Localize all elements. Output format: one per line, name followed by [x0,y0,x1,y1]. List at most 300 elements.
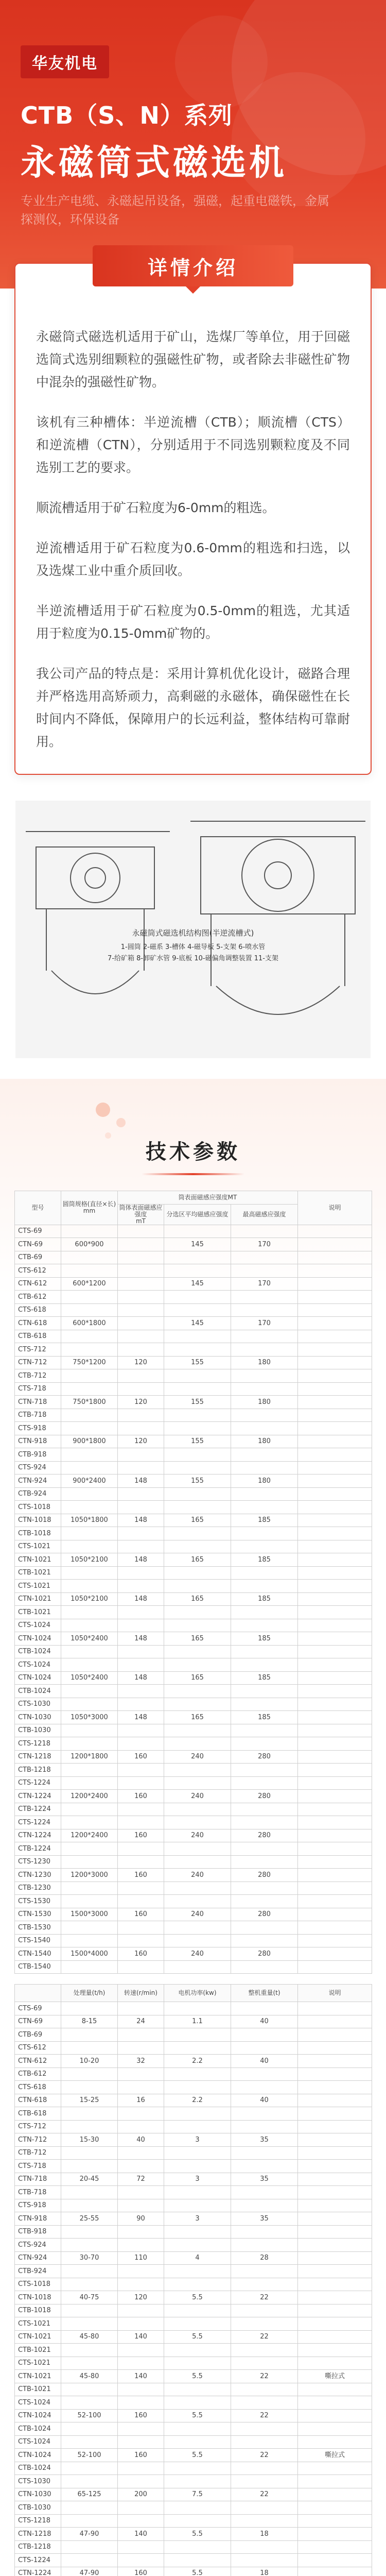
table-row [15,1790,372,1803]
value-cell [118,1895,164,1908]
value-cell: 22 [231,2370,298,2383]
detail-card [14,256,372,775]
value-cell [298,2567,372,2576]
value-cell: 180 [231,1435,298,1448]
value-cell: 5.5 [164,2528,231,2541]
value-cell [231,1330,298,1343]
table-row [15,1566,372,1580]
model-cell: CTS-1218 [15,2514,61,2528]
value-cell [61,1225,118,1238]
value-cell: 18 [231,2567,298,2576]
value-cell [164,2002,231,2015]
value-cell: 170 [231,1317,298,1330]
value-cell [61,1448,118,1462]
table-row [15,2251,372,2265]
value-cell [231,1580,298,1593]
value-cell [118,1225,164,1238]
model-cell: CTS-1024 [15,2435,61,2449]
model-cell: CTN-1224 [15,1829,61,1842]
table-row [15,1238,372,1251]
value-cell [231,1619,298,1632]
value-cell [298,2133,372,2147]
value-cell [61,1369,118,1383]
value-cell: 120 [118,1396,164,1409]
value-cell [61,2435,118,2449]
value-cell [298,1685,372,1698]
model-cell: CTB-69 [15,2028,61,2042]
tech-title: 技术参数 [146,1140,240,1164]
value-cell [164,2383,231,2396]
value-cell: 280 [231,1869,298,1882]
value-cell [164,1422,231,1435]
value-cell [118,1409,164,1422]
model-cell: CTB-918 [15,2225,61,2239]
table-header-row [15,1191,372,1205]
table-row [15,2160,372,2173]
value-cell [61,1776,118,1790]
table-row [15,1448,372,1462]
value-cell [231,1685,298,1698]
value-cell [298,2173,372,2186]
model-cell: CTB-612 [15,1291,61,1304]
table-row [15,1396,372,1409]
table-row [15,1330,372,1343]
value-cell: 165 [164,1592,231,1606]
value-cell [61,2501,118,2515]
value-cell: 1500*3000 [61,1908,118,1921]
model-cell: CTN-69 [15,2015,61,2028]
value-cell [61,1619,118,1632]
table-row [15,2094,372,2107]
value-cell [298,2041,372,2055]
value-cell [118,1382,164,1396]
detail-paragraph: 永磁筒式磁选机适用于矿山，选煤厂等单位，用于回磁选筒式选别细颗粒的强磁性矿物，或者除去非磁性矿物中混杂的强磁性矿物。 [36,329,350,389]
value-cell: 47-90 [61,2528,118,2541]
value-cell [118,2383,164,2396]
value-cell [298,1317,372,1330]
value-cell [298,1356,372,1369]
value-cell: 155 [164,1356,231,1369]
model-cell: CTS-718 [15,2160,61,2173]
value-cell [164,1501,231,1514]
value-cell [164,2199,231,2212]
value-cell: 5.5 [164,2330,231,2344]
value-cell [118,2554,164,2567]
value-cell: 40 [231,2055,298,2068]
value-cell: 750*1200 [61,1356,118,1369]
value-cell [231,2475,298,2488]
value-cell [298,2160,372,2173]
model-cell: CTB-1024 [15,2462,61,2475]
value-cell: 1050*1800 [61,1514,118,1527]
table-row [15,1685,372,1698]
value-cell [164,1291,231,1304]
detail-paragraph: 该机有三种槽体：半逆流槽（CTB）；顺流槽（CTS）和逆流槽（CTN），分别适用于不同选别颗粒度及不同选别工艺的要求。 [36,415,350,475]
table-gap [14,1974,372,1984]
model-cell: CTS-1021 [15,2317,61,2331]
model-cell: CTB-718 [15,1409,61,1422]
value-cell [118,2160,164,2173]
value-cell: 165 [164,1671,231,1685]
value-cell [298,1343,372,1357]
value-cell [118,1803,164,1816]
value-cell [118,1580,164,1593]
value-cell: 1200*2400 [61,1790,118,1803]
value-cell [298,1409,372,1422]
value-cell [164,1264,231,1278]
model-cell: CTS-1030 [15,1698,61,1711]
value-cell [164,1343,231,1357]
model-cell: CTN-1224 [15,1790,61,1803]
value-cell [164,2041,231,2055]
value-cell [231,1895,298,1908]
value-cell [118,2278,164,2291]
value-cell [298,1277,372,1291]
value-cell [61,2396,118,2410]
value-cell [298,1658,372,1672]
value-cell: 180 [231,1356,298,1369]
model-cell: CTN-1224 [15,2567,61,2576]
model-cell: CTN-1018 [15,2291,61,2304]
model-cell: CTS-1024 [15,2396,61,2410]
table-row [15,2409,372,2422]
decor-dots-icon [93,1099,139,1146]
detail-heading-text: 详情介绍 [147,256,238,279]
value-cell: 22 [231,2409,298,2422]
model-cell: CTN-918 [15,2212,61,2226]
value-cell: 20-45 [61,2173,118,2186]
value-cell [164,1382,231,1396]
value-cell [298,2554,372,2567]
value-cell: 3 [164,2212,231,2226]
value-cell: 8-15 [61,2015,118,2028]
value-cell [164,2462,231,2475]
value-cell: 1500*4000 [61,1947,118,1961]
value-cell: 900*1800 [61,1435,118,1448]
value-cell [164,2344,231,2357]
value-cell: 120 [118,1356,164,1369]
model-cell: CTS-1224 [15,1816,61,1829]
model-cell: CTS-718 [15,1382,61,1396]
value-cell [164,2239,231,2252]
value-cell [61,1527,118,1540]
value-cell [231,2357,298,2370]
value-cell [231,2540,298,2554]
value-cell [298,1711,372,1724]
value-cell [118,1422,164,1435]
table-row [15,1487,372,1501]
table-row [15,2422,372,2436]
value-cell [118,2199,164,2212]
params-table-1-body [15,1225,372,1974]
value-cell [231,1776,298,1790]
value-cell: 240 [164,1908,231,1921]
value-cell: 65-125 [61,2488,118,2501]
value-cell [164,1842,231,1856]
model-cell: CTS-612 [15,2041,61,2055]
value-cell: 600*1800 [61,1317,118,1330]
decor-circle [175,15,268,108]
value-cell: 35 [231,2212,298,2226]
table-row [15,2475,372,2488]
value-cell [118,2462,164,2475]
value-cell [61,1566,118,1580]
table-row [15,2002,372,2015]
model-cell: CTB-1024 [15,1685,61,1698]
table-row [15,2186,372,2199]
value-cell: 155 [164,1475,231,1488]
value-cell [298,2212,372,2226]
value-cell [298,1790,372,1803]
value-cell [298,1303,372,1317]
value-cell: 25-55 [61,2212,118,2226]
value-cell [118,1291,164,1304]
table-row [15,1264,372,1278]
value-cell: 148 [118,1711,164,1724]
model-cell: CTB-1021 [15,2383,61,2396]
value-cell: 7.5 [164,2488,231,2501]
value-cell [118,1264,164,1278]
model-cell: CTN-69 [15,1238,61,1251]
value-cell [61,2317,118,2331]
value-cell [118,1501,164,1514]
model-cell: CTB-612 [15,2067,61,2081]
value-cell [298,1291,372,1304]
value-cell [61,1816,118,1829]
model-cell: CTS-1540 [15,1934,61,1947]
value-cell [118,1921,164,1935]
value-cell [61,1422,118,1435]
value-cell [298,1619,372,1632]
table-row [15,1553,372,1567]
value-cell [118,2107,164,2121]
value-cell: 1.1 [164,2015,231,2028]
model-cell: CTN-712 [15,1356,61,1369]
value-cell [164,2357,231,2370]
value-cell [298,2067,372,2081]
table-row [15,1750,372,1764]
value-cell: 155 [164,1396,231,1409]
value-cell [231,2317,298,2331]
table-row [15,1514,372,1527]
value-cell [298,1737,372,1751]
value-cell [298,1934,372,1947]
value-cell [231,1658,298,1672]
model-cell: CTB-1030 [15,1724,61,1737]
value-cell [164,1619,231,1632]
value-cell [231,2554,298,2567]
detail-heading [93,245,293,286]
value-cell: 185 [231,1592,298,1606]
value-cell: 240 [164,1947,231,1961]
value-cell [298,2107,372,2121]
value-cell [61,2041,118,2055]
value-cell [118,1251,164,1264]
value-cell [231,1855,298,1869]
value-cell: 40-75 [61,2291,118,2304]
value-cell: 160 [118,1869,164,1882]
value-cell [298,2265,372,2278]
value-cell [118,2041,164,2055]
table-row [15,1960,372,1974]
value-cell [298,1540,372,1553]
table-row [15,1409,372,1422]
value-cell [298,2291,372,2304]
value-cell [298,2396,372,2410]
value-cell [298,1527,372,1540]
model-cell: CTS-1018 [15,1501,61,1514]
value-cell [61,1685,118,1698]
model-cell: CTN-924 [15,2251,61,2265]
table-row [15,1501,372,1514]
value-cell [298,1422,372,1435]
value-cell [231,1422,298,1435]
value-cell [164,2304,231,2317]
value-cell [231,1803,298,1816]
value-cell [298,2540,372,2554]
value-cell [164,1409,231,1422]
value-cell [231,2002,298,2015]
value-cell: 140 [118,2370,164,2383]
structure-diagram [15,801,371,1058]
value-cell [298,1330,372,1343]
value-cell [231,1842,298,1856]
col-header: 筒体表面磁感应强度 mT [118,1204,164,1225]
value-cell [118,1698,164,1711]
table-row [15,2291,372,2304]
value-cell: 160 [118,2567,164,2576]
value-cell [164,1803,231,1816]
model-cell: CTN-1030 [15,2488,61,2501]
value-cell [231,1382,298,1396]
table-row [15,2081,372,2094]
model-cell: CTS-1530 [15,1895,61,1908]
value-cell [231,2067,298,2081]
value-cell [61,1764,118,1777]
value-cell [118,1238,164,1251]
value-cell [298,1606,372,1619]
value-cell [118,1737,164,1751]
value-cell: 15-30 [61,2133,118,2147]
table-header-row [15,1985,372,2002]
tech-params-section [0,1079,386,2576]
model-cell: CTN-1230 [15,1869,61,1882]
value-cell [118,2501,164,2515]
value-cell: 160 [118,2409,164,2422]
value-cell [231,2186,298,2199]
value-cell [231,1225,298,1238]
value-cell [118,2067,164,2081]
value-cell: 148 [118,1475,164,1488]
value-cell [164,1685,231,1698]
value-cell: 22 [231,2488,298,2501]
table-row [15,2317,372,2331]
value-cell [298,2239,372,2252]
table-row [15,1816,372,1829]
value-cell [118,1960,164,1974]
col-header: 转速(r/min) [118,1985,164,2002]
value-cell: 90 [118,2212,164,2226]
value-cell: 185 [231,1553,298,1567]
value-cell [298,1632,372,1646]
params-table-1 [14,1191,372,1974]
value-cell [61,1934,118,1947]
value-cell [61,2225,118,2239]
model-cell: CTB-1540 [15,1960,61,1974]
value-cell [164,2422,231,2436]
value-cell: 240 [164,1869,231,1882]
value-cell: 5.5 [164,2409,231,2422]
value-cell: 145 [164,1277,231,1291]
value-cell [298,1816,372,1829]
value-cell [61,1724,118,1737]
value-cell [61,1330,118,1343]
value-cell [298,1724,372,1737]
value-cell: 180 [231,1396,298,1409]
value-cell [164,2317,231,2331]
value-cell [298,2278,372,2291]
table-row [15,2449,372,2462]
value-cell [164,2120,231,2133]
value-cell [118,2514,164,2528]
value-cell: 10-20 [61,2055,118,2068]
value-cell [298,1842,372,1856]
model-cell: CTN-618 [15,1317,61,1330]
value-cell [118,2422,164,2436]
value-cell [298,1448,372,1462]
value-cell: 4 [164,2251,231,2265]
value-cell [61,2081,118,2094]
value-cell [231,2278,298,2291]
diagram-legend: 1-圆筒 2-磁系 3-槽体 4-磁导板 5-支架 6-喷水管 [120,943,266,951]
value-cell [231,1737,298,1751]
value-cell [298,2199,372,2212]
value-cell [298,2225,372,2239]
value-cell [164,1960,231,1974]
value-cell [298,2488,372,2501]
table-row [15,1842,372,1856]
value-cell [118,2186,164,2199]
value-cell [164,1882,231,1895]
value-cell [61,1303,118,1317]
value-cell [118,1816,164,1829]
value-cell [298,2528,372,2541]
model-cell: CTB-1230 [15,1882,61,1895]
table-row [15,2107,372,2121]
table-row [15,1776,372,1790]
value-cell [231,1448,298,1462]
model-cell: CTN-1021 [15,2330,61,2344]
value-cell: 16 [118,2094,164,2107]
table-row [15,2567,372,2576]
value-cell [118,2396,164,2410]
value-cell [61,1251,118,1264]
value-cell [118,1606,164,1619]
model-cell: CTS-1230 [15,1855,61,1869]
value-cell [118,2304,164,2317]
value-cell [298,1947,372,1961]
machine-drawing [15,801,371,1058]
value-cell: 52-100 [61,2449,118,2462]
value-cell [61,2462,118,2475]
brand-badge: 华友机电 [21,45,109,78]
model-cell: CTB-1224 [15,1842,61,1856]
value-cell [231,1882,298,1895]
table-row [15,1619,372,1632]
value-cell [231,2160,298,2173]
value-cell [164,2186,231,2199]
value-cell [118,2225,164,2239]
